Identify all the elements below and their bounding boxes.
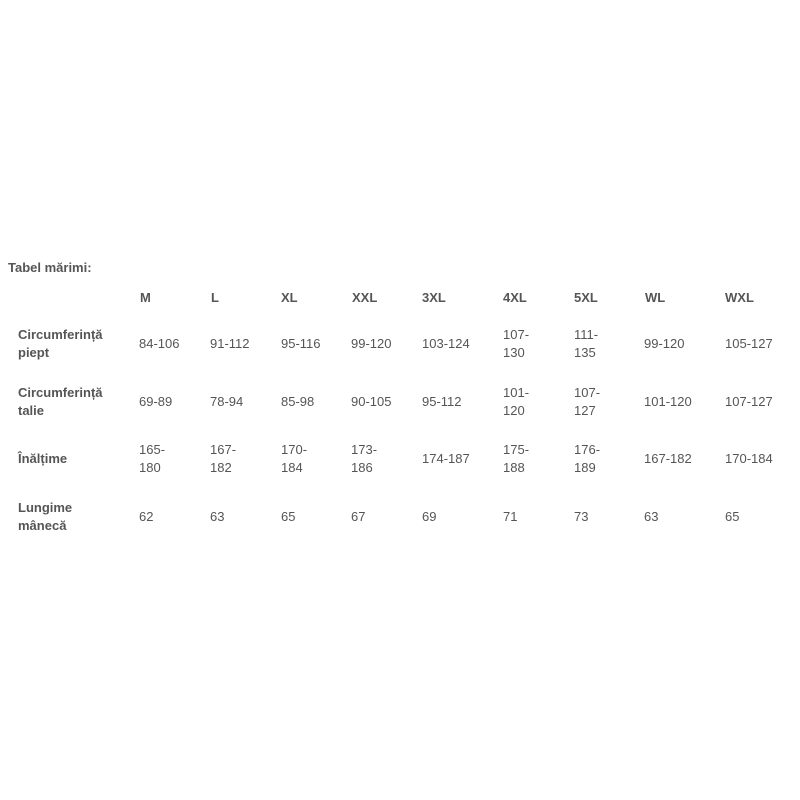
- row-label-line2: piept: [18, 345, 50, 360]
- size-header-xxl: XXL: [352, 290, 378, 305]
- size-header-wl: WL: [645, 290, 666, 305]
- table-cell: 90-105: [351, 394, 392, 409]
- row-label-height: [18, 450, 128, 468]
- table-cell: 105-127: [725, 336, 773, 351]
- table-cell: 107- 127: [574, 385, 601, 418]
- table-cell: 101- 120: [503, 385, 530, 418]
- table-cell: 99-120: [644, 336, 685, 351]
- table-cell: 167- 182: [210, 442, 237, 475]
- row-label-line1: Înălțime: [18, 451, 68, 466]
- table-cell: 101-120: [644, 394, 692, 409]
- row-label-line1: Circumferință: [18, 327, 103, 342]
- table-cell: 63: [210, 509, 225, 524]
- table-cell: 173- 186: [351, 442, 378, 475]
- table-cell: 65: [725, 509, 740, 524]
- table-cell: 107- 130: [503, 327, 530, 360]
- table-cell: 71: [503, 509, 518, 524]
- row-label-waist: [18, 384, 128, 420]
- size-header-l: L: [211, 290, 219, 305]
- table-cell: 78-94: [210, 394, 244, 409]
- table-cell: 67: [351, 509, 366, 524]
- table-cell: 73: [574, 509, 589, 524]
- table-cell: 63: [644, 509, 659, 524]
- table-cell: 165- 180: [139, 442, 166, 475]
- table-cell: 175- 188: [503, 442, 530, 475]
- table-cell: 103-124: [422, 336, 470, 351]
- table-cell: 170- 184: [281, 442, 308, 475]
- size-header-4xl: 4XL: [503, 290, 527, 305]
- table-cell: 95-116: [281, 336, 321, 351]
- size-header-m: M: [140, 290, 151, 305]
- row-label-line1: Circumferință: [18, 385, 103, 400]
- row-label-line1: Lungime: [18, 500, 73, 515]
- table-cell: 84-106: [139, 336, 180, 351]
- table-cell: 95-112: [422, 394, 462, 409]
- table-cell: 62: [139, 509, 154, 524]
- table-cell: 91-112: [210, 336, 250, 351]
- row-label-line2: talie: [18, 403, 45, 418]
- table-cell: 85-98: [281, 394, 315, 409]
- table-cell: 99-120: [351, 336, 392, 351]
- table-cell: 69-89: [139, 394, 173, 409]
- table-cell: 69: [422, 509, 437, 524]
- size-header-xl: XL: [281, 290, 298, 305]
- row-label-line2: mânecă: [18, 518, 67, 533]
- size-header-wxl: WXL: [725, 290, 754, 305]
- row-label-chest: [18, 326, 128, 362]
- table-cell: 167-182: [644, 451, 692, 466]
- size-header-5xl: 5XL: [574, 290, 598, 305]
- size-header-3xl: 3XL: [422, 290, 446, 305]
- chart-title: Tabel mărimi:: [8, 260, 92, 275]
- row-label-sleeve: [18, 499, 128, 535]
- table-cell: 107-127: [725, 394, 773, 409]
- table-cell: 65: [281, 509, 296, 524]
- table-cell: 111- 135: [574, 327, 599, 360]
- table-cell: 170-184: [725, 451, 773, 466]
- table-cell: 176- 189: [574, 442, 601, 475]
- table-cell: 174-187: [422, 451, 470, 466]
